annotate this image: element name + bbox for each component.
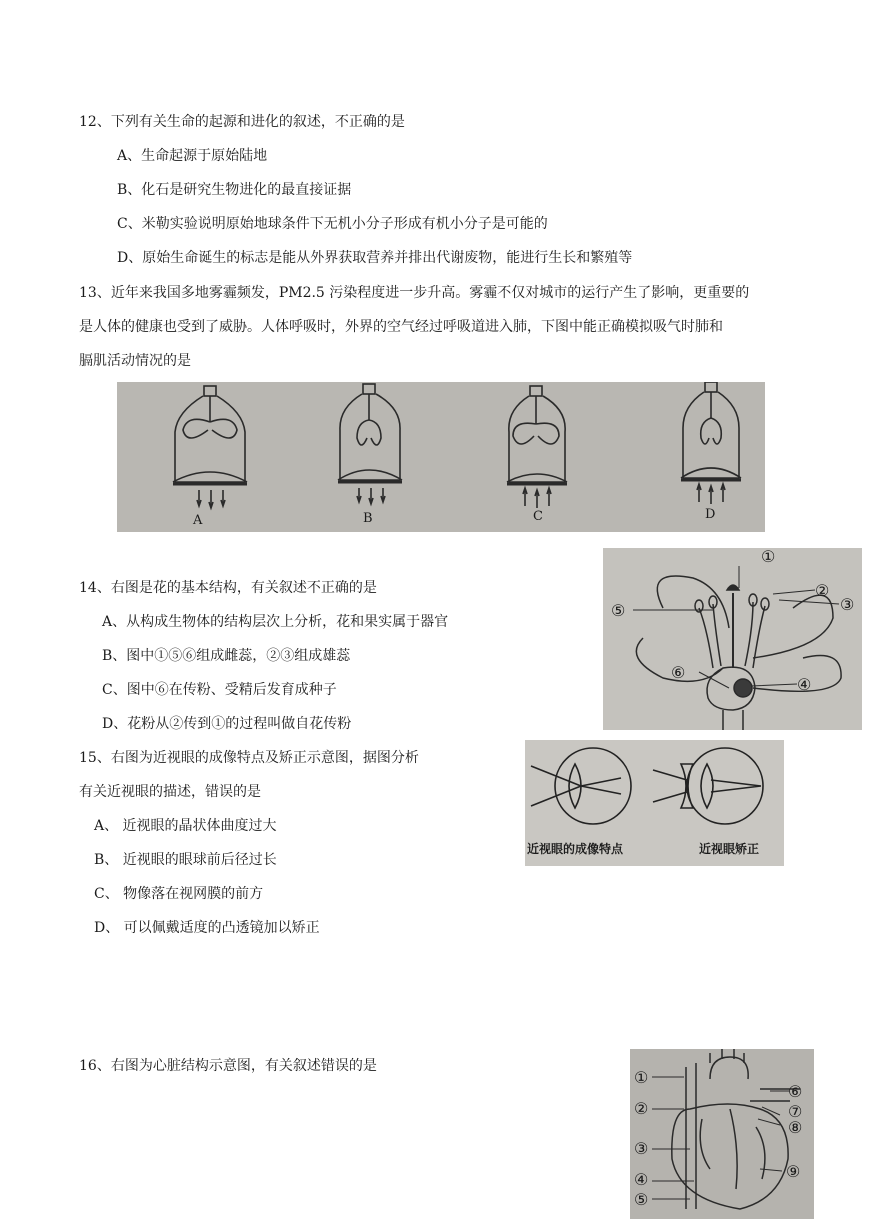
heart-label-7: ⑦ [788, 1102, 803, 1121]
q15-stem-line-1: 15、右图为近视眼的成像特点及矫正示意图，据图分析 [79, 750, 419, 766]
bell-jar-b [338, 384, 402, 504]
heart-structure-figure [630, 1049, 814, 1219]
bell-jar-label-c: C [533, 509, 543, 524]
q13-stem-line-1: 13、近年来我国多地雾霾频发，PM2.5 污染程度进一步升高。雾霾不仅对城市的运行产生了影响，更重要的 [79, 285, 750, 301]
heart-label-8: ⑧ [788, 1118, 803, 1137]
heart-label-6: ⑥ [788, 1082, 803, 1101]
q13-stem-line-3: 膈肌活动情况的是 [79, 353, 191, 369]
q15-option-c: C、 物像落在视网膜的前方 [94, 886, 264, 902]
q12-option-b: B、化石是研究生物进化的最直接证据 [117, 182, 352, 198]
q12-option-a: A、生命起源于原始陆地 [117, 148, 268, 164]
q14-stem: 14、右图是花的基本结构，有关叙述不正确的是 [79, 580, 377, 596]
heart-label-3: ③ [634, 1139, 649, 1158]
heart-label-1: ① [634, 1068, 649, 1087]
q15-option-d: D、 可以佩戴适度的凸透镜加以矫正 [94, 920, 320, 936]
bell-jar-label-d: D [705, 507, 716, 522]
flower-label-3: ③ [840, 595, 855, 614]
flower-label-1: ① [761, 548, 776, 566]
bell-jar-d [681, 382, 741, 504]
bell-jar-label-a: A [193, 513, 203, 528]
q15-stem-line-2: 有关近视眼的描述，错误的是 [79, 784, 261, 800]
bell-jar-label-b: B [363, 511, 373, 526]
q15-option-a: A、 近视眼的晶状体曲度过大 [94, 818, 277, 834]
heart-label-4: ④ [634, 1170, 649, 1189]
myopia-caption-correction: 近视眼矫正 [699, 842, 760, 856]
bell-jar-figure [117, 382, 765, 532]
flower-structure-figure [603, 548, 862, 730]
bell-jar-a [173, 386, 247, 508]
q14-option-c: C、图中⑥在传粉、受精后发育成种子 [102, 682, 337, 698]
q14-option-d: D、花粉从②传到①的过程叫做自花传粉 [102, 716, 352, 732]
flower-label-5: ⑤ [611, 601, 626, 620]
myopia-figure [525, 740, 784, 866]
q13-stem-line-2: 是人体的健康也受到了威胁。人体呼吸时，外界的空气经过呼吸道进入肺，下图中能正确模拟吸气时肺和 [79, 319, 723, 335]
myopia-caption-imaging: 近视眼的成像特点 [527, 842, 624, 856]
q16-stem: 16、右图为心脏结构示意图，有关叙述错误的是 [79, 1058, 377, 1074]
q14-option-a: A、从构成生物体的结构层次上分析，花和果实属于器官 [102, 614, 449, 630]
q12-option-d: D、原始生命诞生的标志是能从外界获取营养并排出代谢废物，能进行生长和繁殖等 [117, 250, 633, 266]
heart-label-5: ⑤ [634, 1190, 649, 1209]
flower-label-6: ⑥ [671, 663, 686, 682]
q12-stem: 12、下列有关生命的起源和进化的叙述，不正确的是 [79, 114, 405, 130]
flower-label-2: ② [815, 581, 830, 600]
q14-option-b: B、图中①⑤⑥组成雌蕊，②③组成雄蕊 [102, 648, 351, 664]
flower-label-4: ④ [797, 675, 812, 694]
heart-label-9: ⑨ [786, 1162, 801, 1181]
q15-option-b: B、 近视眼的眼球前后径过长 [94, 852, 277, 868]
bell-jar-c [507, 386, 567, 508]
q12-option-c: C、米勒实验说明原始地球条件下无机小分子形成有机小分子是可能的 [117, 216, 548, 232]
heart-label-2: ② [634, 1099, 649, 1118]
